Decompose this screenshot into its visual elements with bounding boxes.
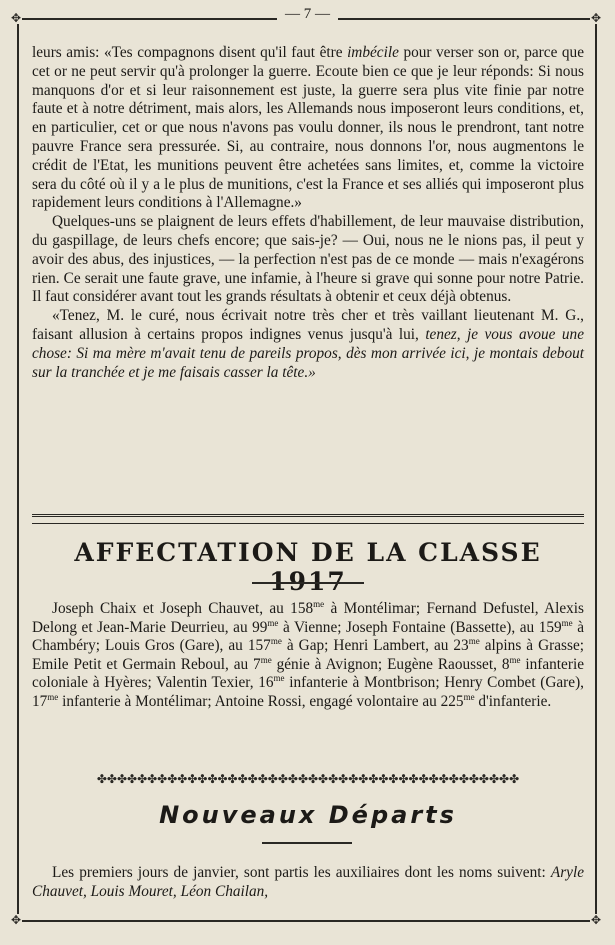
ordinal-suffix: me <box>509 654 521 665</box>
frame-left-border <box>17 20 19 923</box>
text-run: «Tenez, M. le curé, nous écrivait notre très cher et très vaillant lieutenant M. G., faisant allusion à certains propos indignes venus jusqu'à lui, <box>32 307 584 343</box>
ordinal-suffix: me <box>313 598 325 609</box>
article-body <box>32 44 584 382</box>
departs-paragraph <box>32 864 584 902</box>
text-run: à Chambéry; Louis Gros (Gare), au 157 <box>32 618 584 654</box>
frame-bottom-border <box>17 920 597 922</box>
text-run: infanterie à Montélimar; Antoine Rossi, engagé volontaire au 225 <box>58 692 464 710</box>
text-run: infanterie coloniale à Hyères; Valentin Texier, 16 <box>32 655 584 691</box>
text-run: Les premiers jours de janvier, sont partis les auxiliaires dont les noms suivent: <box>52 864 551 881</box>
ordinal-suffix: me <box>260 654 272 665</box>
ordinal-suffix: me <box>47 691 59 702</box>
ordinal-suffix: me <box>267 617 279 628</box>
ordinal-suffix: me <box>468 635 480 646</box>
frame-right-border <box>595 20 597 923</box>
article-paragraph <box>32 307 584 382</box>
affectation-list <box>32 600 584 711</box>
ordinal-suffix: me <box>463 691 475 702</box>
article-paragraph: Quelques-uns se plaignent de leurs effets d'habillement, de leur mauvaise distribution, du gaspillage, de leurs chefs encore; que sais-je? — Oui, nous ne le nions pas, il peut y avoir des abus, des injustices, — la perfection n'est pas de ce monde — mais n'exagérons rien. Ce serait une faute grave, une infamie, à l'heure si grave qui sonne pour notre Patrie. Il faut considérer avant tout les grands résultats à obtenir et ceux déjà obtenus. <box>32 213 584 306</box>
text-run: leurs amis: «Tes compagnons disent qu'il faut être <box>32 44 348 61</box>
departs-text <box>32 864 584 902</box>
emphasis-text: tenez, je vous avoue une chose: Si ma mère m'avait tenu de pareils propos, dès mon arrivée ici, je montais debout sur la tranchée et je me faisais casser la tête.» <box>32 325 584 381</box>
text-run: à Vienne; Joseph Fontaine (Bassette), au 159 <box>278 618 562 636</box>
text-run: à Montélimar; Fernand Defustel, Alexis Delong et Jean-Marie Deurrieu, au 99 <box>32 600 584 636</box>
page-number: — 7 — <box>277 6 338 22</box>
ornament-divider: ✤✤✤✤✤✤✤✤✤✤✤✤✤✤✤✤✤✤✤✤✤✤✤✤✤✤✤✤✤✤✤✤✤✤✤✤✤✤✤✤✤✤ <box>96 772 520 786</box>
page-number-wrap <box>0 6 615 23</box>
ordinal-suffix: me <box>273 672 285 683</box>
section-title-departs: Nouveaux Départs <box>159 801 457 829</box>
section-title-affectation: AFFECTATION DE LA CLASSE 1917 <box>74 538 542 596</box>
title-underline <box>262 842 352 844</box>
ordinal-suffix: me <box>561 617 573 628</box>
corner-ornament-icon: ✥ <box>11 913 22 927</box>
affectation-paragraph <box>32 600 584 711</box>
text-run: infanterie à Montbrison; Henry Combet (Gare), 17 <box>32 674 584 710</box>
ordinal-suffix: me <box>270 635 282 646</box>
text-run: alpins à Grasse; Emile Petit et Germain Reboul, au 7 <box>32 637 584 673</box>
text-run: à Gap; Henri Lambert, au 23 <box>281 637 469 654</box>
text-run: Joseph Chaix et Joseph Chauvet, au 158 <box>52 600 314 617</box>
names-list: Aryle Chauvet, Louis Mouret, Léon Chailan, <box>32 864 584 900</box>
article-paragraph <box>32 44 584 213</box>
emphasis-text: imbécile <box>347 44 399 61</box>
corner-ornament-icon: ✥ <box>11 11 22 25</box>
section-divider <box>32 514 584 524</box>
corner-ornament-icon: ✥ <box>591 913 602 927</box>
title-underline <box>252 582 364 584</box>
text-run: pour verser son or, parce que cet or ne peut servir qu'à prolonger la guerre. Ecoute bien ce que je leur réponds: Si nous manquons d'or et si leur raisonnement est juste, la guerre sera plus vite finie par notre faute et à notre détriment, mais alors, les Allemands nous imposeront leurs conditions, et, en particulier, cet or que nous n'avons pas voulu donner, ils nous le prendront, tant notre pauvre France sera pressurée. Si, au contraire, nous donnons l'or, nous augmentons le crédit de l'Etat, les munitions peuvent être achetées sans limites, et, comme la victoire sera du côté où il y a le plus de munitions, c'est la France et ses alliés qui imposeront plus rapidement leurs conditions à l'Allemagne.» <box>32 44 584 212</box>
text-run: d'infanterie. <box>474 692 552 710</box>
text-run: génie à Avignon; Eugène Raousset, 8 <box>271 655 510 673</box>
corner-ornament-icon: ✥ <box>591 11 602 25</box>
